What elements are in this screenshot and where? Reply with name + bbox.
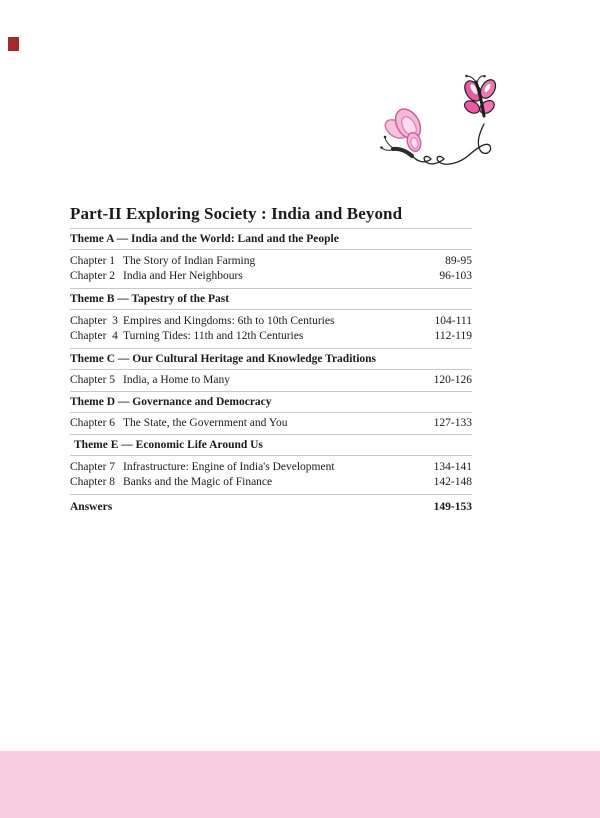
chapter-number: Chapter 8 <box>70 476 116 488</box>
answers-pages: 149-153 <box>433 501 472 513</box>
corner-mark <box>8 37 19 51</box>
theme-section <box>70 435 472 495</box>
chapter-row <box>70 475 472 490</box>
chapter-pages: 120-126 <box>433 374 472 386</box>
theme-a-header: Theme A — India and the World: Land and the People <box>70 229 472 250</box>
chapter-pages: 96-103 <box>439 270 472 282</box>
chapter-number: Chapter 3 <box>70 315 118 327</box>
table-of-contents <box>70 204 472 515</box>
chapter-pages: 89-95 <box>445 255 472 267</box>
theme-c-header: Theme C — Our Cultural Heritage and Knowledge Traditions <box>70 349 472 370</box>
chapter-number: Chapter 6 <box>70 417 116 429</box>
chapter-row <box>70 460 472 475</box>
chapter-row <box>70 416 472 431</box>
answers-label: Answers <box>70 501 113 513</box>
chapter-title: Infrastructure: Engine of India's Development <box>123 461 335 473</box>
chapter-title: India and Her Neighbours <box>123 270 243 282</box>
theme-e-header: Theme E — Economic Life Around Us <box>70 435 472 456</box>
chapter-title: Turning Tides: 11th and 12th Centuries <box>123 330 304 342</box>
right-butterfly-icon <box>461 75 498 116</box>
theme-e-chapters <box>70 456 472 495</box>
chapter-title: The Story of Indian Farming <box>123 255 256 267</box>
chapter-title: The State, the Government and You <box>123 417 288 429</box>
butterfly-trail <box>412 124 491 164</box>
chapter-row <box>70 269 472 284</box>
chapter-title: Empires and Kingdoms: 6th to 10th Centuries <box>123 315 335 327</box>
theme-d-header: Theme D — Governance and Democracy <box>70 392 472 413</box>
theme-section <box>70 349 472 392</box>
chapter-title: India, a Home to Many <box>123 374 230 386</box>
butterfly-doodle-icon <box>368 74 510 170</box>
theme-section <box>70 229 472 289</box>
theme-c-chapters <box>70 370 472 392</box>
chapter-pages: 142-148 <box>433 476 472 488</box>
chapter-number: Chapter 7 <box>70 461 116 473</box>
theme-a-chapters <box>70 250 472 289</box>
page-title: Part-II Exploring Society : India and Beyond <box>70 204 472 229</box>
chapter-number: Chapter 4 <box>70 330 118 342</box>
theme-section <box>70 392 472 435</box>
theme-b-header: Theme B — Tapestry of the Past <box>70 289 472 310</box>
chapter-number: Chapter 1 <box>70 255 116 267</box>
chapter-title: Banks and the Magic of Finance <box>123 476 273 488</box>
answers-row <box>70 495 472 515</box>
chapter-row <box>70 373 472 388</box>
chapter-row <box>70 314 472 329</box>
chapter-row <box>70 329 472 344</box>
footer-pink-band <box>0 751 600 818</box>
chapter-row <box>70 254 472 269</box>
chapter-pages: 104-111 <box>434 315 472 327</box>
chapter-pages: 112-119 <box>434 330 472 342</box>
chapter-pages: 134-141 <box>433 461 472 473</box>
theme-b-chapters <box>70 310 472 349</box>
chapter-number: Chapter 2 <box>70 270 116 282</box>
left-butterfly-icon <box>380 105 425 156</box>
theme-section <box>70 289 472 349</box>
chapter-pages: 127-133 <box>433 417 472 429</box>
chapter-number: Chapter 5 <box>70 374 116 386</box>
theme-d-chapters <box>70 413 472 435</box>
